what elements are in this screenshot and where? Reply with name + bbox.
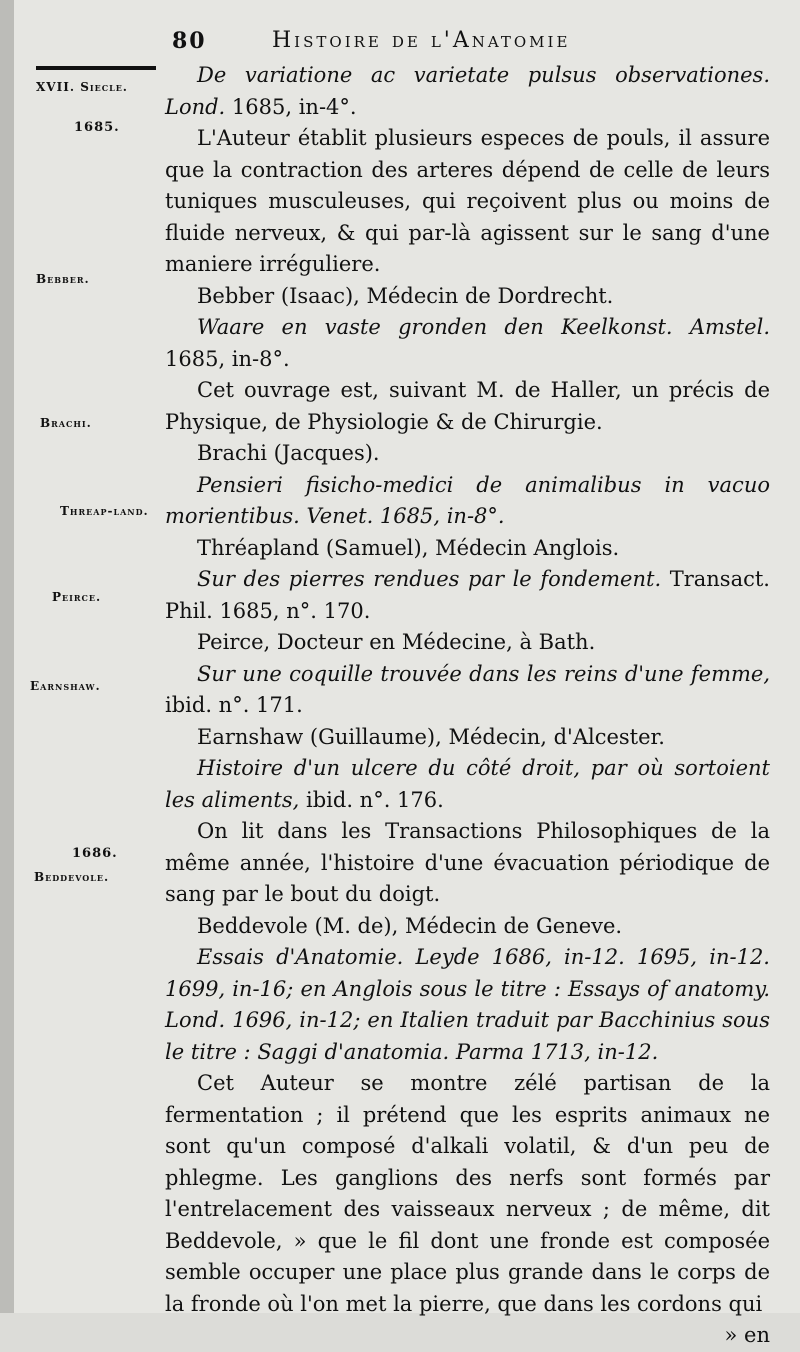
margin-year-1685: 1685.	[74, 120, 120, 135]
peirce-title: Sur une coquille trouvée dans les reins d'une femme,	[197, 661, 770, 686]
catchword: » en	[724, 1323, 770, 1347]
beddevole-name: Beddevole (M. de), Médecin de Geneve.	[197, 913, 623, 938]
margin-earnshaw: Earnshaw.	[30, 679, 101, 693]
peirce-name: Peirce, Docteur en Médecine, à Bath.	[197, 630, 596, 654]
beddevole-entry	[165, 942, 770, 1068]
earnshaw-title: Histoire d'un ulcere du côté droit, par où sortoient les aliments,	[165, 756, 770, 812]
threapland-entry	[165, 564, 770, 627]
brachi-name: Brachi (Jacques).	[197, 441, 380, 465]
margin-century: XVII. Siecle.	[36, 80, 128, 94]
page-edge	[0, 0, 14, 1313]
beddevole-text: Cet Auteur se montre zélé partisan de la fermentation ; il prétend que les esprits animaux ne sont qu'un composé d'alkali volatil, & d'un peu de phlegme. Les ganglions des nerfs sont formés par l'entrelacement des vaisseaux nerveux ; de même, dit Beddevole, » que le fil dont une fronde est composée semble occuper une place plus grande dans le corps de la fronde où l'on met la pierre, que dans les cordons qui	[165, 1071, 770, 1316]
beddevole-title-1: Essais d'Anatomie. Leyde 1686, in-12. 1695, in-12. 1699, in-16; en Anglois sous le titre :	[165, 945, 770, 1001]
running-header	[172, 28, 772, 58]
bebber-name: Bebber (Isaac), Médecin de Dordrecht.	[197, 283, 614, 308]
margin-rule	[36, 66, 156, 70]
beddevole-title-3: Saggi d'anatomia. Parma 1713, in-12.	[257, 1039, 659, 1064]
margin-threapland: Threap-land.	[60, 504, 149, 518]
earnshaw-entry	[165, 753, 770, 816]
margin-peirce: Peirce.	[52, 590, 102, 604]
margin-beddevole: Beddevole.	[34, 870, 110, 884]
earnshaw-name: Earnshaw (Guillaume), Médecin, d'Alcester.	[197, 724, 665, 749]
page-number: 80	[172, 28, 207, 54]
bebber-publication: 1685, in-8°.	[165, 346, 290, 371]
brachi-title: Pensieri fisicho-medici de animalibus in vacuo morientibus. Venet. 1685, in-8°.	[165, 472, 770, 528]
bebber-title: Waare en vaste gronden den Keelkonst. Amstel.	[197, 315, 770, 339]
margin-bebber: Bebber.	[36, 272, 90, 286]
margin-year-1686: 1686.	[72, 846, 118, 861]
threapland-name: Thréapland (Samuel), Médecin Anglois.	[197, 535, 620, 560]
pulsus-entry	[165, 60, 770, 123]
pulsus-publication: 1685, in-4°.	[231, 94, 357, 119]
running-title: Histoire de l'Anatomie	[272, 28, 571, 53]
peirce-publication: ibid. n°. 171.	[165, 693, 303, 717]
bebber-text: Cet ouvrage est, suivant M. de Haller, un précis de Physique, de Physiologie & de Chirurgie.	[165, 378, 770, 434]
margin-brachi: Brachi.	[40, 416, 92, 430]
main-text	[165, 60, 770, 1352]
threapland-title: Sur des pierres rendues par le fondement.	[197, 567, 662, 591]
earnshaw-publication: ibid. n°. 176.	[306, 787, 444, 812]
beddevole-title-2: Essays of anatomy. Lond. 1696, in-12; en Italien traduit par Bacchinius sous le titre :	[165, 976, 770, 1064]
bebber-entry	[165, 312, 770, 375]
peirce-entry	[165, 659, 770, 722]
threapland-publication: Transact. Phil. 1685, n°. 170.	[165, 567, 770, 623]
pulsus-title: De variatione ac varietate pulsus observationes. Lond.	[165, 63, 770, 119]
earnshaw-text: On lit dans les Transactions Philosophiques de la même année, l'histoire d'une évacuation périodique de sang par le bout du doigt.	[165, 819, 770, 906]
pulsus-text: L'Auteur établit plusieurs especes de pouls, il assure que la contraction des arteres dépend de celle de leurs tuniques musculeuses, qui reçoivent plus ou moins de fluide nerveux, & qui par-là agissent sur le sang d'une maniere irréguliere.	[165, 126, 770, 276]
